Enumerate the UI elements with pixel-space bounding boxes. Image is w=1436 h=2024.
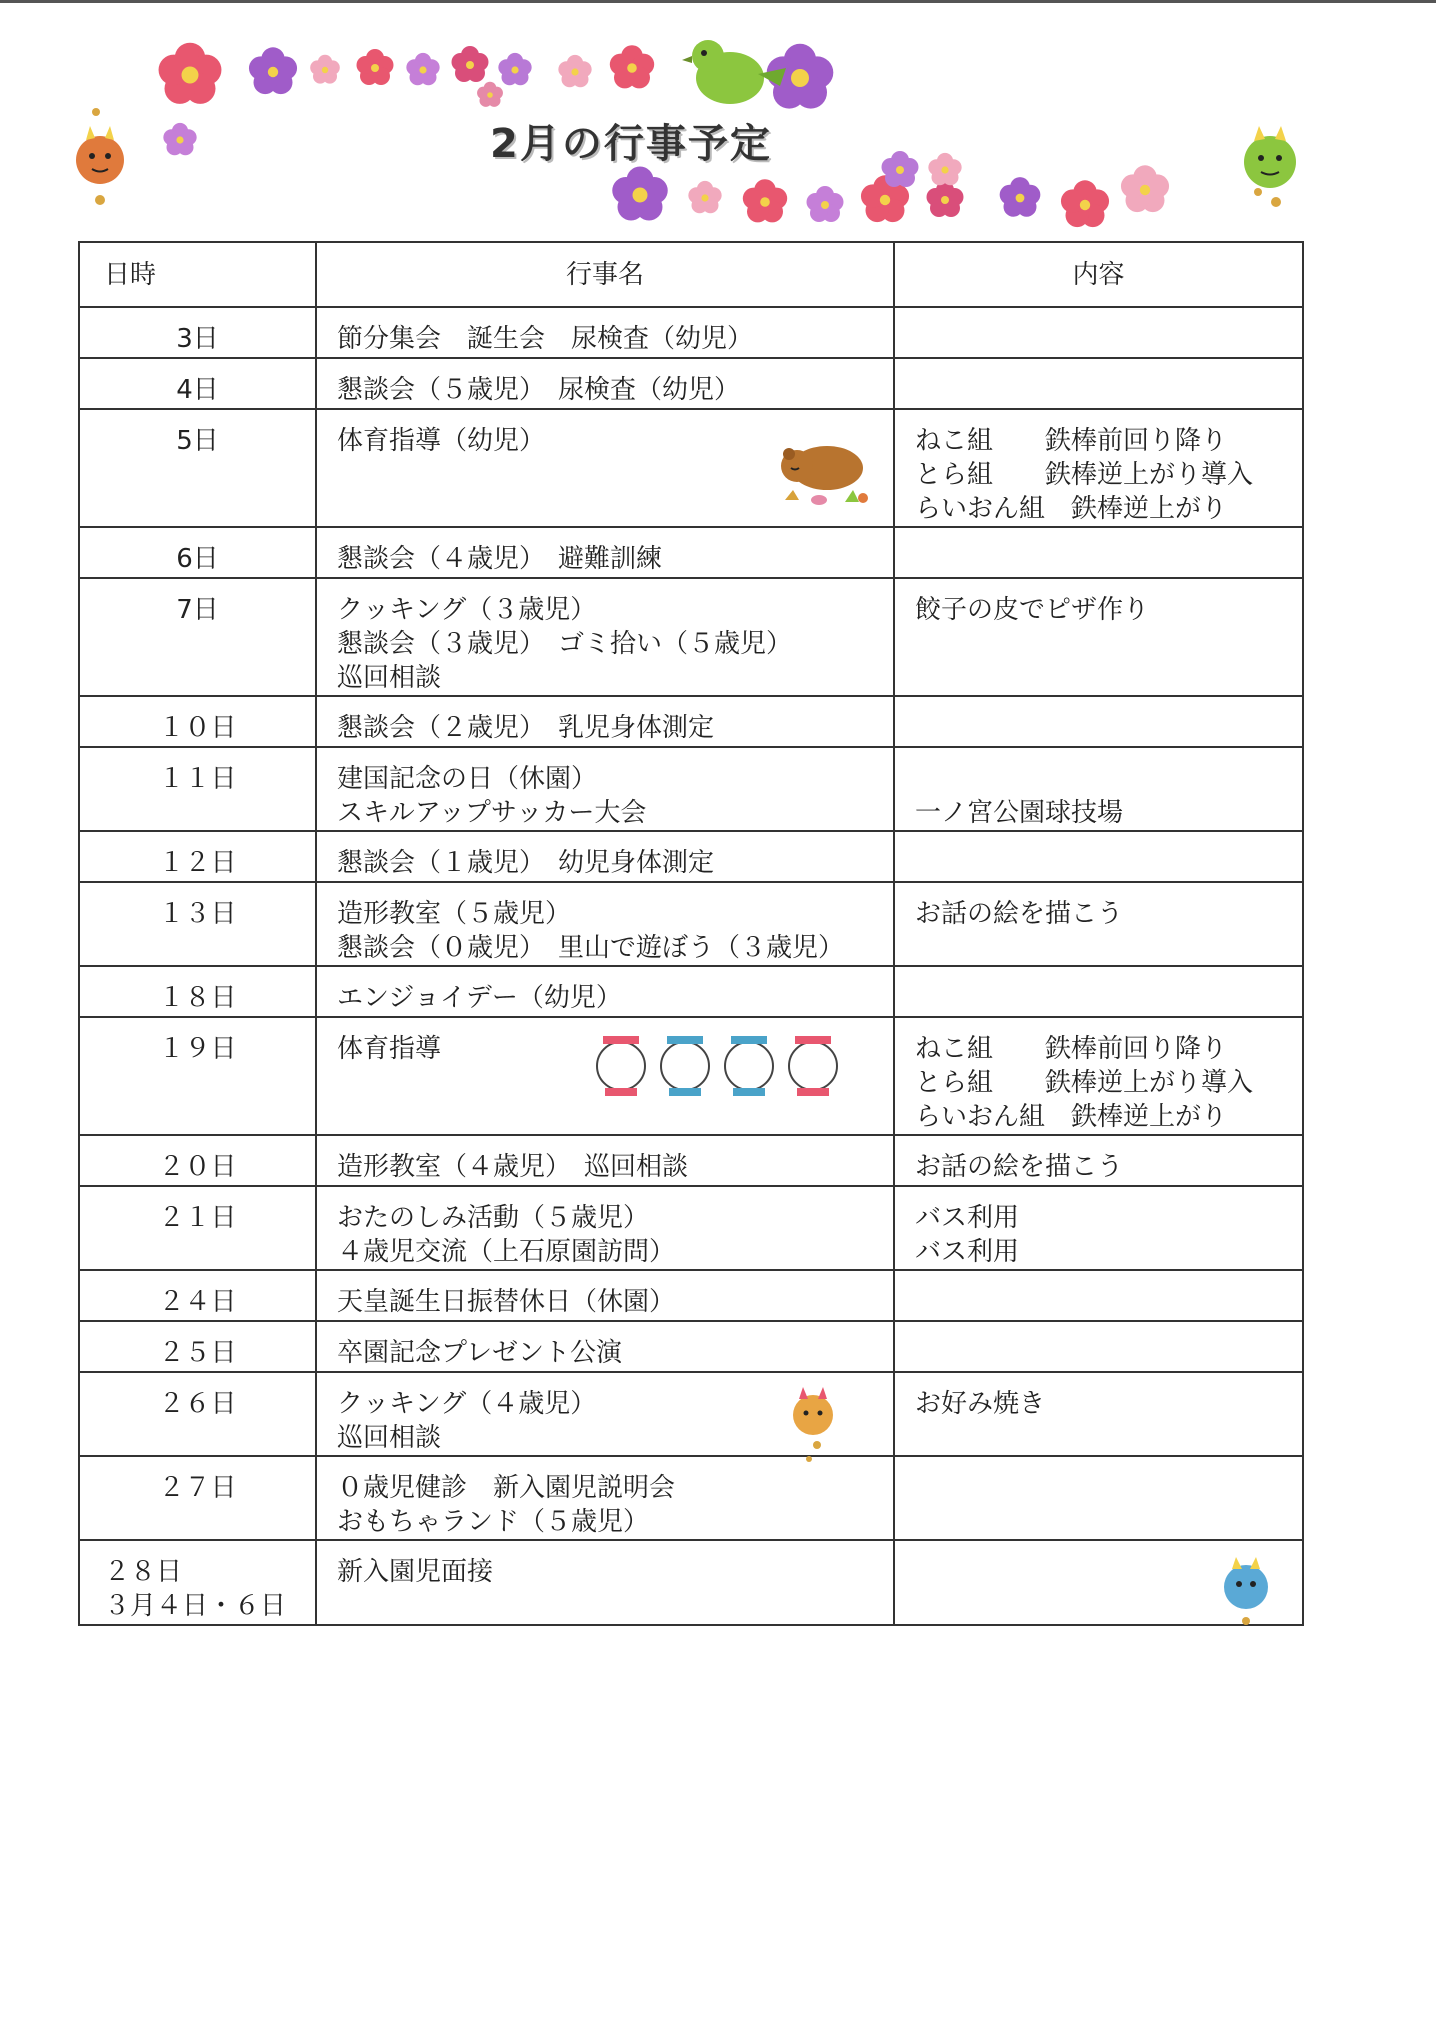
event-cell-line: 天皇誕生日振替休日（休園） <box>337 1287 676 1317</box>
date-cell-line: 5日 <box>176 426 219 456</box>
event-cell <box>316 1017 894 1135</box>
event-cell-line: スキルアップサッカー大会 <box>337 798 647 828</box>
date-cell <box>79 747 316 831</box>
event-cell-line: 建国記念の日（休園） <box>337 764 598 794</box>
blue-oni-icon <box>1212 1551 1282 1631</box>
schedule-table <box>78 241 1304 1626</box>
detail-cell-line: 餃子の皮でピザ作り <box>915 595 1150 625</box>
table-row <box>79 1540 1303 1625</box>
date-cell-line: ２７日 <box>158 1473 237 1503</box>
date-cell-line: 3日 <box>176 324 219 354</box>
table-row <box>79 1135 1303 1186</box>
table-row <box>79 696 1303 747</box>
table-header-row <box>79 242 1303 307</box>
event-cell <box>316 747 894 831</box>
table-row <box>79 358 1303 409</box>
table-row <box>79 966 1303 1017</box>
date-cell-line: １９日 <box>158 1034 237 1064</box>
event-cell <box>316 1186 894 1270</box>
event-cell-line: 巡回相談 <box>337 1423 442 1453</box>
event-cell <box>316 409 894 527</box>
table-row <box>79 747 1303 831</box>
page-title: 2月の行事予定 <box>490 121 772 167</box>
table-row <box>79 527 1303 578</box>
date-cell <box>79 578 316 696</box>
event-cell-line: 懇談会（２歳児） 乳児身体測定 <box>337 713 715 743</box>
event-cell <box>316 358 894 409</box>
detail-cell-line: らいおん組 鉄棒逆上がり <box>915 1102 1228 1132</box>
red-oni-icon <box>76 108 124 205</box>
column-header-date: 日時 <box>79 242 316 307</box>
date-cell-line: 7日 <box>176 595 219 625</box>
detail-cell <box>894 527 1303 578</box>
event-cell <box>316 1372 894 1456</box>
column-header-detail: 内容 <box>894 242 1303 307</box>
event-cell-line: クッキング（３歳児） <box>337 595 597 625</box>
event-cell <box>316 578 894 696</box>
event-cell <box>316 696 894 747</box>
date-cell-line: １８日 <box>158 983 237 1013</box>
date-cell <box>79 1017 316 1135</box>
date-cell <box>79 966 316 1017</box>
date-cell-line: 6日 <box>176 544 219 574</box>
event-cell-line: 懇談会（５歳児） 尿検査（幼児） <box>337 375 741 405</box>
date-cell-line: １３日 <box>158 899 237 929</box>
table-row <box>79 307 1303 358</box>
date-cell <box>79 1456 316 1540</box>
detail-cell <box>894 1135 1303 1186</box>
event-cell-line: 卒園記念プレゼント公演 <box>337 1338 622 1368</box>
bird-icon <box>682 40 786 104</box>
event-cell-line: ４歳児交流（上石原園訪問） <box>337 1237 676 1267</box>
date-cell <box>79 1540 316 1625</box>
detail-cell <box>894 358 1303 409</box>
header-decoration <box>0 0 1436 240</box>
detail-cell <box>894 1540 1303 1625</box>
column-header-event: 行事名 <box>316 242 894 307</box>
detail-cell-line: とら組 鉄棒逆上がり導入 <box>915 460 1254 490</box>
detail-cell-line: お話の絵を描こう <box>915 899 1124 929</box>
event-cell <box>316 1270 894 1321</box>
date-cell <box>79 1186 316 1270</box>
event-cell <box>316 1456 894 1540</box>
table-row <box>79 578 1303 696</box>
date-cell-line: ２８日 <box>104 1557 183 1587</box>
event-cell-line: 懇談会（３歳児） ゴミ拾い（５歳児） <box>337 629 793 659</box>
date-cell <box>79 882 316 966</box>
date-cell-line: ２６日 <box>158 1389 237 1419</box>
event-cell <box>316 1540 894 1625</box>
detail-cell <box>894 966 1303 1017</box>
event-cell-line: エンジョイデー（幼児） <box>337 983 622 1013</box>
date-cell-line: １２日 <box>158 848 237 878</box>
detail-cell-line: ねこ組 鉄棒前回り降り <box>915 1034 1228 1064</box>
table-row <box>79 831 1303 882</box>
detail-cell-line: らいおん組 鉄棒逆上がり <box>915 494 1228 524</box>
event-cell <box>316 527 894 578</box>
table-row <box>79 1270 1303 1321</box>
event-cell-line: 造形教室（４歳児） 巡回相談 <box>337 1152 689 1182</box>
event-cell-line: 懇談会（０歳児） 里山で遊ぼう（３歳児） <box>337 933 845 963</box>
detail-cell <box>894 1321 1303 1372</box>
date-cell-line: ２４日 <box>158 1287 237 1317</box>
event-cell <box>316 307 894 358</box>
date-cell <box>79 358 316 409</box>
event-cell-line: 懇談会（１歳児） 幼児身体測定 <box>337 848 715 878</box>
date-cell <box>79 696 316 747</box>
date-cell <box>79 307 316 358</box>
orange-oni-icon <box>783 1385 843 1465</box>
table-row <box>79 1372 1303 1456</box>
green-oni-icon <box>1244 126 1296 207</box>
event-cell <box>316 1321 894 1372</box>
date-cell-line: ２０日 <box>158 1152 237 1182</box>
date-cell <box>79 1135 316 1186</box>
event-cell-line: おもちゃランド（５歳児） <box>337 1507 650 1537</box>
event-cell-line: 体育指導 <box>337 1034 442 1064</box>
detail-cell-line: ねこ組 鉄棒前回り降り <box>915 426 1228 456</box>
sleeping-bear-icon <box>775 428 875 518</box>
detail-cell-line <box>915 762 1284 796</box>
detail-cell-line: お好み焼き <box>915 1389 1046 1419</box>
detail-cell-line: とら組 鉄棒逆上がり導入 <box>915 1068 1254 1098</box>
table-row <box>79 1017 1303 1135</box>
table-row <box>79 1186 1303 1270</box>
detail-cell <box>894 578 1303 696</box>
date-cell-line: 4日 <box>176 375 219 405</box>
date-cell-line: ２５日 <box>158 1338 237 1368</box>
detail-cell <box>894 1270 1303 1321</box>
detail-cell <box>894 696 1303 747</box>
date-cell <box>79 1372 316 1456</box>
event-cell-line: 造形教室（５歳児） <box>337 899 572 929</box>
detail-cell <box>894 307 1303 358</box>
detail-cell <box>894 747 1303 831</box>
date-cell-line: ３月４日・６日 <box>104 1591 287 1621</box>
event-cell-line: ０歳児健診 新入園児説明会 <box>337 1473 676 1503</box>
event-cell-line: おたのしみ活動（５歳児） <box>337 1203 650 1233</box>
event-cell <box>316 831 894 882</box>
event-cell-line: 節分集会 誕生会 尿検査（幼児） <box>337 324 754 354</box>
detail-cell <box>894 1186 1303 1270</box>
date-cell <box>79 1270 316 1321</box>
date-cell-line: ２１日 <box>158 1203 237 1233</box>
detail-cell-line: 一ノ宮公園球技場 <box>915 798 1124 828</box>
event-cell-line: 新入園児面接 <box>337 1557 494 1587</box>
detail-cell-line: バス利用 <box>915 1203 1020 1233</box>
detail-cell-line: お話の絵を描こう <box>915 1152 1124 1182</box>
event-cell-line: クッキング（４歳児） <box>337 1389 597 1419</box>
event-cell-line: 体育指導（幼児） <box>337 426 546 456</box>
date-cell <box>79 831 316 882</box>
date-cell-line: １１日 <box>158 764 237 794</box>
table-row <box>79 882 1303 966</box>
detail-cell <box>894 409 1303 527</box>
date-cell <box>79 409 316 527</box>
date-cell <box>79 527 316 578</box>
event-cell <box>316 966 894 1017</box>
snowmen-icon <box>587 1026 857 1116</box>
detail-cell <box>894 1372 1303 1456</box>
event-cell-line: 巡回相談 <box>337 663 442 693</box>
event-cell-line: 懇談会（４歳児） 避難訓練 <box>337 544 663 574</box>
table-row <box>79 1456 1303 1540</box>
table-row <box>79 1321 1303 1372</box>
date-cell <box>79 1321 316 1372</box>
detail-cell-line: バス利用 <box>915 1237 1020 1267</box>
table-row <box>79 409 1303 527</box>
date-cell-line: １０日 <box>158 713 237 743</box>
event-cell <box>316 882 894 966</box>
detail-cell <box>894 1456 1303 1540</box>
detail-cell <box>894 1017 1303 1135</box>
detail-cell <box>894 882 1303 966</box>
event-cell <box>316 1135 894 1186</box>
detail-cell <box>894 831 1303 882</box>
